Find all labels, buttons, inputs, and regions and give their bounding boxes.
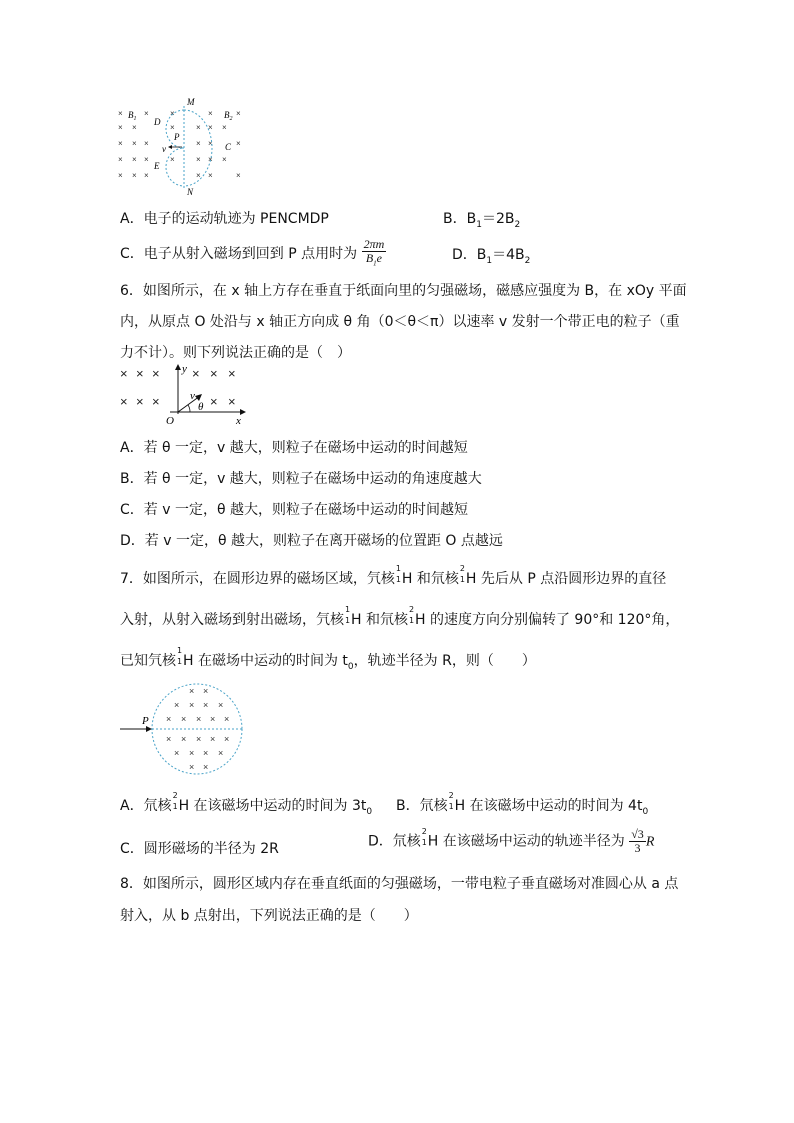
q5-option-c: C．电子从射入磁场到回到 P 点用时为 $\frac{2\pi m}{B_1e}$	[120, 238, 386, 270]
q7-option-c: C．圆形磁场的半径为 2R	[120, 841, 279, 857]
svg-text:×: ×	[218, 700, 224, 710]
q6-stem-line2: 内，从原点 O 处沿与 x 轴正方向成 θ 角（0＜θ＜π）以速率 v 发射一个带正电的粒子（重	[120, 314, 680, 330]
svg-text:×: ×	[192, 366, 200, 381]
svg-text:×: ×	[170, 123, 175, 132]
q5-label-M: M	[187, 97, 195, 107]
q7-option-d-fraction: $\frac{√3}{3}$	[631, 827, 644, 855]
svg-text:×: ×	[120, 366, 128, 381]
q6-stem-line1: 6．如图所示，在 x 轴上方存在垂直于纸面向里的匀强磁场，磁感应强度为 B，在 xOy 平面	[120, 283, 687, 299]
q6-label-x: x	[236, 415, 241, 427]
svg-text:×: ×	[189, 700, 195, 710]
q6-x-arrowhead	[240, 409, 246, 415]
q5-option-d: D．$B_1=4B_2$	[452, 247, 531, 266]
svg-text:×: ×	[196, 714, 202, 724]
svg-text:×: ×	[144, 139, 149, 148]
q6-label-O: O	[166, 415, 174, 427]
q5-label-P: P	[174, 132, 180, 142]
svg-text:×: ×	[166, 734, 172, 744]
svg-text:×: ×	[210, 394, 218, 409]
svg-text:×: ×	[203, 700, 209, 710]
svg-text:×: ×	[224, 734, 230, 744]
svg-text:×: ×	[118, 139, 123, 148]
q6-y-arrowhead	[175, 364, 181, 370]
q6-figure	[116, 362, 256, 428]
svg-text:×: ×	[196, 171, 201, 180]
q6-velocity-arrowhead	[195, 394, 202, 401]
svg-text:×: ×	[170, 109, 175, 118]
svg-text:×: ×	[136, 366, 144, 381]
q6-theta-arc	[188, 405, 190, 412]
svg-text:×: ×	[218, 748, 224, 758]
svg-text:×: ×	[222, 155, 227, 164]
q7-stem-line1: 7．如图所示，在圆形边界的磁场区域，氕核 1 1 H 和氘核 2 1 H 先后从 P 点沿圆形边界的直径	[120, 564, 667, 587]
q6-option-c: C．若 v 一定，θ 越大，则粒子在磁场中运动的时间越短	[120, 502, 468, 518]
svg-text:×: ×	[228, 394, 236, 409]
svg-text:×: ×	[132, 123, 137, 132]
q5-label-D: D	[154, 117, 161, 127]
q6-option-a: A．若 θ 一定，v 越大，则粒子在磁场中运动的时间越短	[120, 440, 468, 456]
svg-text:×: ×	[208, 123, 213, 132]
svg-text:×: ×	[144, 109, 149, 118]
svg-text:×: ×	[208, 171, 213, 180]
svg-text:×: ×	[152, 394, 160, 409]
svg-text:×: ×	[189, 748, 195, 758]
q5-velocity-arrowhead	[168, 145, 172, 149]
q8-stem-line2: 射入，从 b 点射出，下列说法正确的是（ ）	[120, 908, 418, 924]
svg-text:×: ×	[222, 123, 227, 132]
q5-label-E: E	[154, 161, 160, 171]
svg-text:×: ×	[196, 734, 202, 744]
svg-text:×: ×	[118, 109, 123, 118]
q7-stem-line3: 已知氕核 1 1 H 在磁场中运动的时间为 $t_0$，轨迹半径为 R，则（ ）	[120, 646, 536, 672]
svg-text:×: ×	[152, 366, 160, 381]
q7-option-d: D．氘核 2 1 H 在该磁场中运动的轨迹半径为 $\frac{√3}{3}$ R	[368, 826, 655, 855]
svg-text:×: ×	[203, 748, 209, 758]
q7-label-P: P	[142, 715, 149, 727]
q7-stem-line2: 入射，从射入磁场到射出磁场，氕核 1 1 H 和氘核 2 1 H 的速度方向分别偏转了 90°和 120°角，	[120, 605, 680, 628]
q7-figure	[118, 682, 248, 778]
q5-option-b: B．$B_1=2B_2$	[443, 211, 521, 230]
svg-text:×: ×	[203, 686, 209, 696]
svg-text:×: ×	[196, 139, 201, 148]
svg-text:×: ×	[189, 762, 195, 772]
svg-text:×: ×	[196, 155, 201, 164]
svg-text:×: ×	[189, 686, 195, 696]
svg-text:×: ×	[181, 734, 187, 744]
q5-figure	[112, 96, 252, 196]
svg-text:×: ×	[210, 734, 216, 744]
svg-text:×: ×	[144, 171, 149, 180]
svg-text:×: ×	[118, 155, 123, 164]
svg-text:×: ×	[236, 139, 241, 148]
q8-stem-line1: 8．如图所示，圆形区域内存在垂直纸面的匀强磁场，一带电粒子垂直磁场对准圆心从 a 点	[120, 876, 679, 892]
svg-text:×: ×	[203, 762, 209, 772]
svg-text:×: ×	[236, 171, 241, 180]
svg-text:×: ×	[144, 155, 149, 164]
svg-text:×: ×	[132, 171, 137, 180]
q6-label-v: v	[190, 390, 195, 402]
q6-label-theta: θ	[198, 401, 204, 413]
q5-option-a: A．电子的运动轨迹为 PENCMDP	[120, 211, 329, 227]
q6-option-b: B．若 θ 一定，v 越大，则粒子在磁场中运动的角速度越大	[120, 471, 482, 487]
q5-label-B1: $B_1$	[128, 110, 137, 122]
svg-text:×: ×	[118, 171, 123, 180]
svg-text:×: ×	[196, 123, 201, 132]
q6-option-d: D．若 v 一定，θ 越大，则粒子在离开磁场的位置距 O 点越远	[120, 533, 503, 549]
q5-trajectory-small	[166, 110, 184, 186]
svg-text:×: ×	[132, 155, 137, 164]
svg-text:×: ×	[174, 700, 180, 710]
svg-text:×: ×	[228, 366, 236, 381]
svg-text:×: ×	[210, 366, 218, 381]
q6-label-y: y	[182, 363, 187, 375]
svg-text:×: ×	[174, 748, 180, 758]
q5-label-v: v	[162, 144, 166, 154]
svg-text:×: ×	[208, 139, 213, 148]
q5-label-C: C	[225, 142, 232, 152]
svg-text:×: ×	[208, 155, 213, 164]
svg-text:×: ×	[224, 714, 230, 724]
svg-text:×: ×	[132, 139, 137, 148]
q7-option-a: A．氘核 2 1 H 在该磁场中运动的时间为 $3t_0$	[120, 791, 373, 817]
q5-label-B2: $B_2$	[224, 110, 233, 122]
svg-text:×: ×	[208, 109, 213, 118]
svg-text:×: ×	[236, 109, 241, 118]
svg-text:×: ×	[181, 714, 187, 724]
q5-option-c-fraction: $\frac{2\pi m}{B_1e}$	[363, 237, 385, 268]
svg-text:×: ×	[118, 123, 123, 132]
q6-stem-line3: 力不计）。则下列说法正确的是（ ）	[120, 345, 351, 361]
q6-velocity-vector	[178, 396, 200, 412]
svg-text:×: ×	[120, 394, 128, 409]
svg-text:×: ×	[166, 714, 172, 724]
svg-text:×: ×	[136, 394, 144, 409]
q5-label-N: N	[187, 187, 194, 196]
q7-option-b: B．氘核 2 1 H 在该磁场中运动的时间为 $4t_0$	[396, 791, 649, 817]
svg-text:×: ×	[170, 155, 175, 164]
svg-text:×: ×	[210, 714, 216, 724]
